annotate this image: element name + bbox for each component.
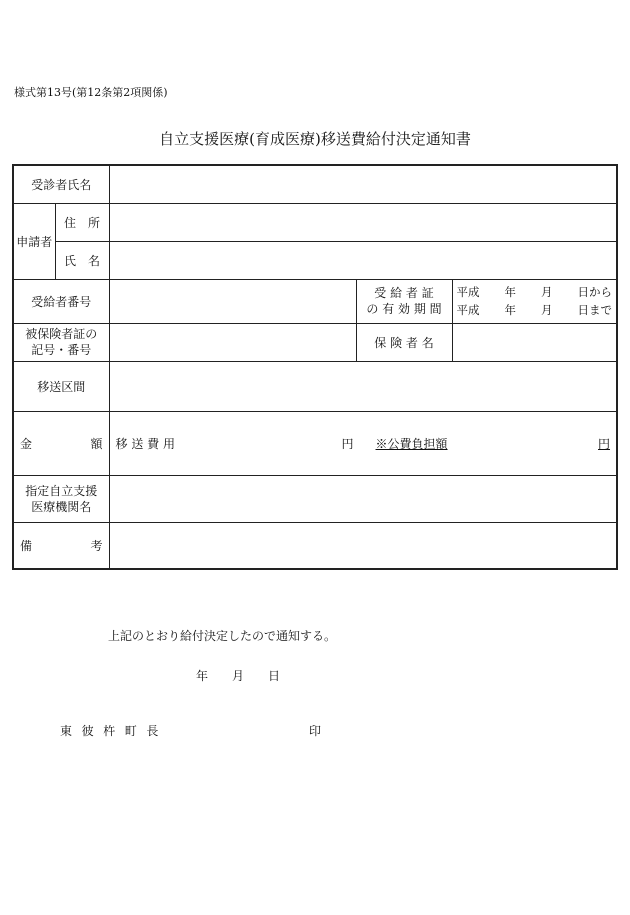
date-line — [196, 667, 280, 684]
mayor-name: 東彼杵町長 — [60, 724, 169, 738]
designated-field[interactable] — [109, 475, 617, 522]
insured-card-line2: 記号・番号 — [31, 343, 92, 357]
amount-field — [109, 411, 617, 475]
row-insured-card — [13, 323, 617, 361]
validity-period — [452, 279, 617, 323]
insured-card-label — [13, 323, 109, 361]
patient-name-label: 受診者氏名 — [13, 165, 109, 203]
notice-form-table — [12, 164, 618, 570]
row-amount — [13, 411, 617, 475]
validity-label-line1: 受 給 者 証 — [374, 286, 434, 300]
validity-from-month: 月 — [541, 285, 553, 299]
document-title: 自立支援医療(育成医療)移送費給付決定通知書 — [159, 130, 471, 148]
notice-text: 上記のとおり給付決定したので通知する。 — [108, 629, 337, 643]
yen-2: 円 — [598, 436, 611, 451]
validity-from-day: 日から — [577, 285, 613, 299]
remarks-field[interactable] — [109, 522, 617, 569]
row-transport-section — [13, 361, 617, 411]
patient-name-field[interactable] — [109, 165, 617, 203]
address-field[interactable] — [109, 203, 617, 241]
transport-section-field[interactable] — [109, 361, 617, 411]
recipient-number-label: 受給者番号 — [13, 279, 109, 323]
address-label: 住 所 — [55, 203, 109, 241]
public-burden-label: ※公費負担額 — [375, 436, 448, 451]
validity-label — [356, 279, 452, 323]
row-applicant-address — [13, 203, 617, 241]
row-patient-name — [13, 165, 617, 203]
row-applicant-name — [13, 241, 617, 279]
amount-label-right: 額 — [90, 436, 103, 451]
remarks-label — [13, 522, 109, 569]
validity-to-era: 平成 — [456, 303, 480, 317]
insured-card-field[interactable] — [109, 323, 356, 361]
validity-label-line2: の 有 効 期 間 — [366, 302, 442, 316]
applicant-name-field[interactable] — [109, 241, 617, 279]
date-day: 日 — [268, 669, 281, 683]
validity-to-month: 月 — [541, 303, 553, 317]
remarks-left: 備 — [20, 538, 33, 553]
designated-label — [13, 475, 109, 522]
validity-from — [457, 283, 613, 301]
yen-1: 円 — [341, 436, 354, 451]
recipient-number-field[interactable] — [109, 279, 356, 323]
row-designated-institution — [13, 475, 617, 522]
name-label: 氏 名 — [55, 241, 109, 279]
row-remarks — [13, 522, 617, 569]
designated-line1: 指定自立支援 — [25, 483, 98, 498]
insurer-field[interactable] — [452, 323, 617, 361]
validity-from-era: 平成 — [456, 285, 480, 299]
row-recipient-number — [13, 279, 617, 323]
remarks-right: 考 — [90, 538, 103, 553]
seal-mark: 印 — [309, 724, 322, 738]
designated-line2: 医療機関名 — [31, 499, 92, 514]
public-burden-amount[interactable] — [356, 435, 610, 452]
applicant-label: 申請者 — [13, 203, 55, 279]
validity-from-year: 年 — [504, 285, 517, 299]
form-number: 様式第13号(第12条第2項関係) — [14, 86, 168, 99]
transport-cost-label: 移 送 費 用 — [115, 436, 175, 451]
transport-section-label: 移送区間 — [13, 361, 109, 411]
validity-to-day: 日まで — [577, 303, 613, 317]
insured-card-line1: 被保険者証の — [25, 327, 98, 341]
amount-label — [13, 411, 109, 475]
date-month: 月 — [232, 669, 245, 683]
insurer-label: 保 険 者 名 — [356, 323, 452, 361]
date-year: 年 — [196, 669, 209, 683]
validity-to-year: 年 — [504, 303, 517, 317]
validity-to — [457, 301, 613, 319]
amount-label-left: 金 — [20, 436, 33, 451]
